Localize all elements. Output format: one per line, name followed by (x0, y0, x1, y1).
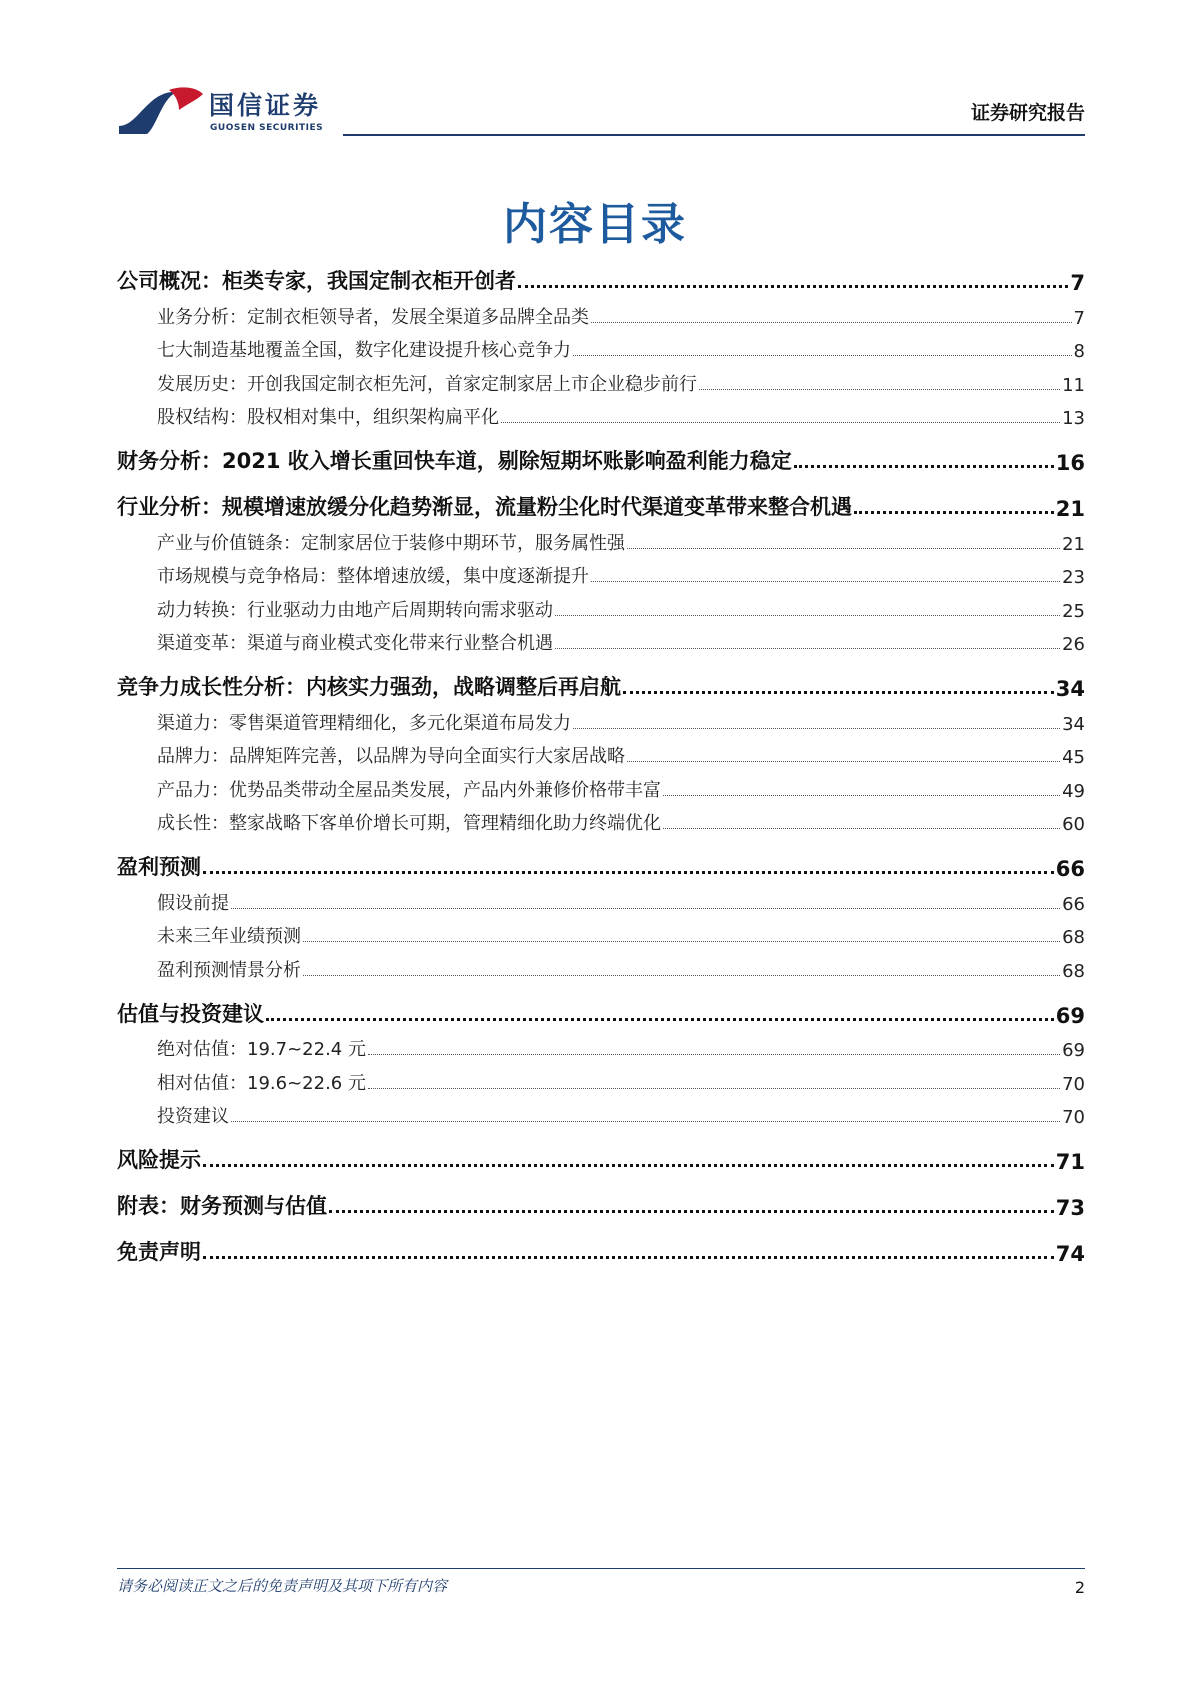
toc-subsection-page: 7 (1073, 307, 1085, 329)
toc-subsection[interactable] (117, 802, 1085, 836)
toc-subsection-title: 渠道变革：渠道与商业模式变化带来行业整合机遇 (157, 633, 553, 654)
toc-section-title: 盈利预测 (117, 855, 201, 879)
toc-subsection[interactable] (117, 881, 1085, 915)
toc-section-page: 66 (1055, 857, 1085, 881)
toc-subsection[interactable] (117, 521, 1085, 555)
logo-text-cn: 国信证券 (209, 91, 322, 120)
toc-dot-leader (303, 975, 1060, 976)
toc-subsection-page: 8 (1073, 341, 1085, 362)
toc-subsection[interactable] (117, 948, 1085, 982)
toc-subsection-page: 68 (1062, 927, 1085, 948)
toc-dot-leader (794, 465, 1054, 468)
toc-subsection[interactable] (117, 588, 1085, 622)
toc-dot-leader (591, 322, 1072, 323)
toc-section-title: 免责声明 (117, 1240, 201, 1264)
toc-subsection[interactable] (117, 362, 1085, 396)
toc-dot-leader (627, 761, 1060, 762)
toc-subsection[interactable] (117, 1028, 1085, 1062)
toc-subsection-title: 品牌力：品牌矩阵完善，以品牌为导向全面实行大家居战略 (157, 746, 625, 767)
toc-dot-leader (231, 908, 1060, 909)
page-number: 2 (1074, 1578, 1085, 1597)
toc-section-page: 74 (1055, 1242, 1085, 1266)
toc-dot-leader (555, 615, 1060, 616)
toc-section[interactable] (117, 835, 1085, 881)
toc-section[interactable] (117, 1220, 1085, 1266)
footer-divider (117, 1568, 1085, 1569)
toc-subsection[interactable] (117, 768, 1085, 802)
toc-subsection-page: 70 (1062, 1107, 1085, 1128)
toc-section[interactable] (117, 1128, 1085, 1174)
toc-subsection-page: 25 (1062, 600, 1085, 622)
toc-section-title: 风险提示 (117, 1148, 201, 1172)
toc-section-page: 69 (1055, 1003, 1085, 1028)
toc-dot-leader (368, 1054, 1060, 1055)
toc-dot-leader (518, 285, 1068, 288)
toc-subsection-page: 45 (1062, 747, 1085, 768)
toc-section[interactable] (117, 1174, 1085, 1220)
toc-subsection[interactable] (117, 329, 1085, 363)
toc-subsection-page: 13 (1062, 408, 1085, 429)
toc-dot-leader (699, 389, 1060, 390)
toc-section-page: 21 (1055, 497, 1085, 521)
toc-section-title: 附表：财务预测与估值 (117, 1194, 327, 1218)
page-header (117, 78, 1085, 138)
toc-subsection-page: 11 (1062, 374, 1085, 396)
toc-subsection-page: 70 (1062, 1073, 1085, 1095)
toc-section-page: 7 (1070, 271, 1085, 295)
toc-subsection-title: 相对估值：19.6~22.6 元 (157, 1072, 366, 1094)
toc-dot-leader (573, 728, 1060, 729)
toc-section-page: 73 (1055, 1196, 1085, 1220)
toc-section-page: 34 (1055, 677, 1085, 701)
header-divider (343, 134, 1085, 136)
footer-disclaimer-note: 请务必阅读正文之后的免责声明及其项下所有内容 (117, 1577, 448, 1595)
toc-section-title: 竞争力成长性分析：内核实力强劲，战略调整后再启航 (117, 675, 621, 699)
toc-section-title: 估值与投资建议 (117, 1001, 264, 1026)
report-type-label: 证券研究报告 (970, 102, 1085, 124)
toc-subsection-title: 动力转换：行业驱动力由地产后周期转向需求驱动 (157, 599, 553, 621)
toc-section-page: 71 (1055, 1150, 1085, 1174)
toc-subsection-title: 股权结构：股权相对集中，组织架构扁平化 (157, 407, 499, 428)
toc-subsection[interactable] (117, 915, 1085, 949)
toc-dot-leader (627, 548, 1060, 549)
toc-subsection-page: 34 (1062, 713, 1085, 735)
toc-dot-leader (555, 648, 1060, 649)
toc-dot-leader (266, 1018, 1054, 1021)
toc-subsection[interactable] (117, 735, 1085, 769)
toc-subsection-page: 60 (1062, 814, 1085, 835)
toc-dot-leader (663, 795, 1060, 796)
toc-subsection[interactable] (117, 701, 1085, 735)
toc-subsection-title: 假设前提 (157, 892, 229, 914)
toc-section-title: 财务分析：2021 收入增长重回快车道，剔除短期坏账影响盈利能力稳定 (117, 449, 792, 473)
toc-subsection[interactable] (117, 1061, 1085, 1095)
toc-subsection[interactable] (117, 396, 1085, 430)
toc-title: 内容目录 (503, 199, 687, 250)
toc-subsection-title: 市场规模与竞争格局：整体增速放缓，集中度逐渐提升 (157, 566, 589, 587)
toc-section-title: 行业分析：规模增速放缓分化趋势渐显，流量粉尘化时代渠道变革带来整合机遇 (117, 495, 852, 519)
toc-subsection-title: 业务分析：定制衣柜领导者，发展全渠道多品牌全品类 (157, 306, 589, 328)
toc-section[interactable] (117, 475, 1085, 521)
toc-dot-leader (203, 1164, 1054, 1167)
toc-dot-leader (573, 355, 1072, 356)
toc-subsection-title: 渠道力：零售渠道管理精细化，多元化渠道布局发力 (157, 712, 571, 734)
toc-subsection-title: 产品力：优势品类带动全屋品类发展，产品内外兼修价格带丰富 (157, 779, 661, 801)
toc-subsection-title: 产业与价值链条：定制家居位于装修中期环节，服务属性强 (157, 532, 625, 554)
toc-dot-leader (663, 828, 1060, 829)
toc-dot-leader (203, 1256, 1054, 1259)
toc-subsection-title: 盈利预测情景分析 (157, 959, 301, 981)
toc-subsection-title: 绝对估值：19.7~22.4 元 (157, 1039, 366, 1060)
toc-dot-leader (303, 941, 1060, 942)
toc-subsection-title: 七大制造基地覆盖全国，数字化建设提升核心竞争力 (157, 340, 571, 361)
toc-subsection-page: 21 (1062, 533, 1085, 555)
toc-subsection-page: 23 (1062, 567, 1085, 588)
logo-text-en: GUOSEN SECURITIES (210, 123, 324, 133)
toc-subsection-title: 未来三年业绩预测 (157, 926, 301, 947)
toc-subsection-title: 发展历史：开创我国定制衣柜先河，首家定制家居上市企业稳步前行 (157, 373, 697, 395)
toc-section[interactable] (117, 249, 1085, 295)
toc-subsection-page: 26 (1062, 634, 1085, 655)
toc-dot-leader (854, 511, 1054, 514)
toc-dot-leader (623, 691, 1054, 694)
toc-subsection-page: 68 (1062, 960, 1085, 982)
toc-section[interactable] (117, 429, 1085, 475)
toc-subsection[interactable] (117, 622, 1085, 656)
table-of-contents (117, 249, 1085, 1266)
toc-subsection-title: 成长性：整家战略下客单价增长可期，管理精细化助力终端优化 (157, 813, 661, 834)
toc-subsection[interactable] (117, 555, 1085, 589)
toc-section-title: 公司概况：柜类专家，我国定制衣柜开创者 (117, 269, 516, 293)
toc-dot-leader (591, 581, 1060, 582)
toc-dot-leader (368, 1088, 1060, 1089)
guosen-logo-icon (117, 86, 207, 136)
toc-subsection-page: 66 (1062, 893, 1085, 915)
toc-subsection-page: 49 (1062, 780, 1085, 802)
toc-dot-leader (203, 871, 1054, 874)
toc-subsection[interactable] (117, 1095, 1085, 1129)
toc-dot-leader (231, 1121, 1060, 1122)
toc-subsection-page: 69 (1062, 1040, 1085, 1061)
toc-section-page: 16 (1055, 451, 1085, 475)
toc-dot-leader (501, 422, 1060, 423)
toc-section[interactable] (117, 655, 1085, 701)
toc-dot-leader (329, 1210, 1054, 1213)
toc-section[interactable] (117, 982, 1085, 1028)
toc-subsection-title: 投资建议 (157, 1106, 229, 1127)
toc-subsection[interactable] (117, 295, 1085, 329)
